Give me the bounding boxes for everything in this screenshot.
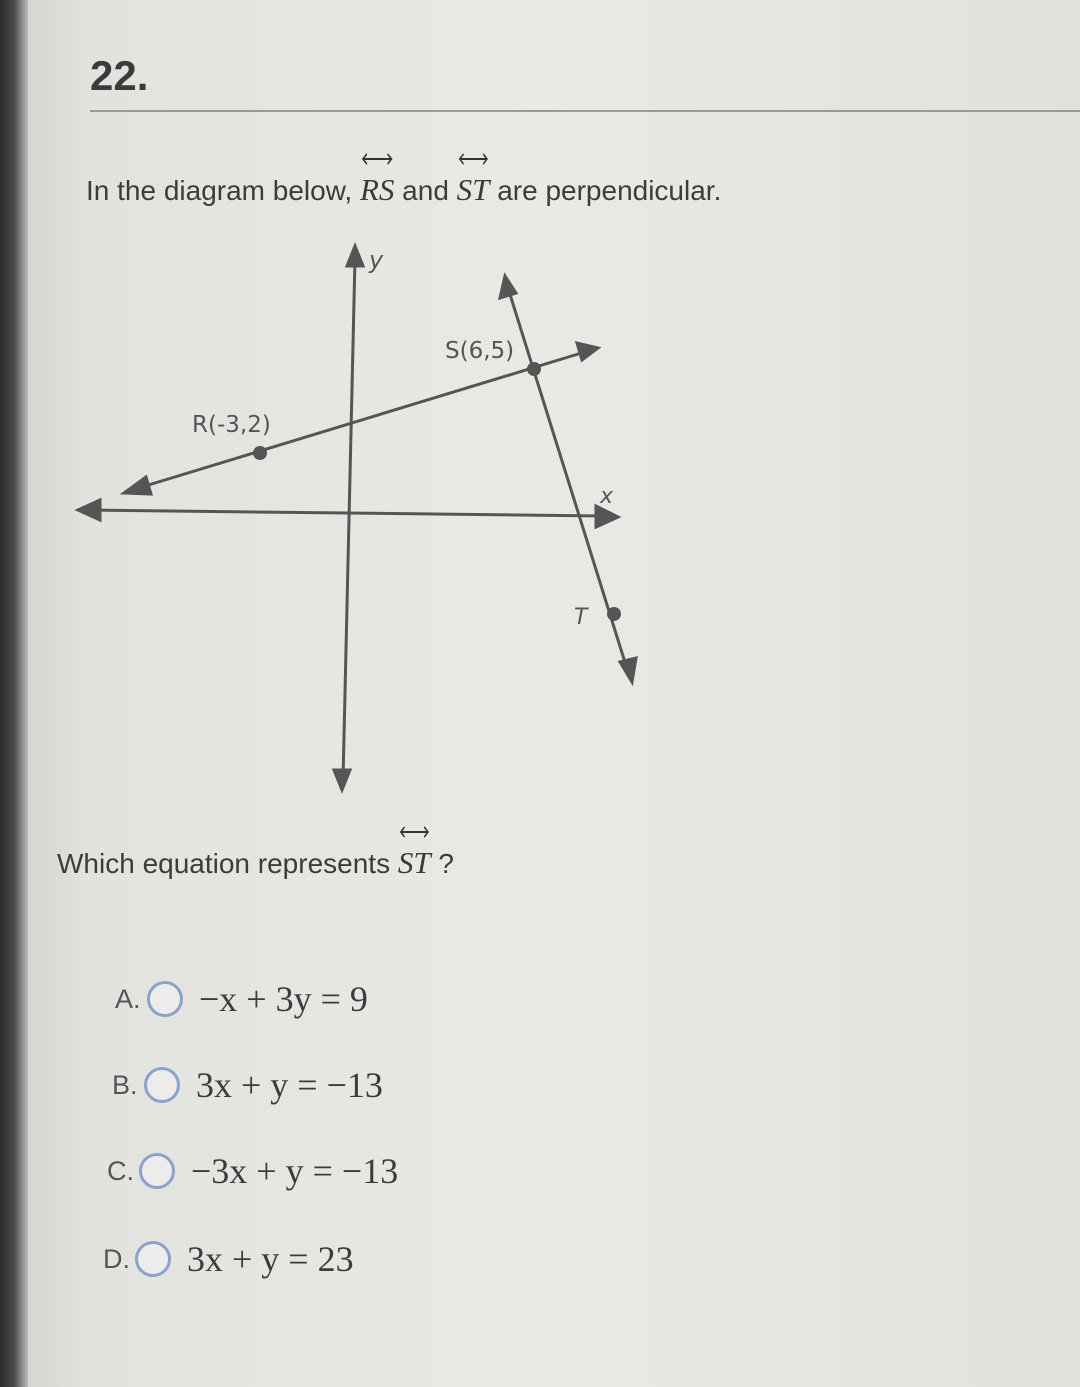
x-axis-arrow-left bbox=[78, 500, 100, 520]
radio-button[interactable] bbox=[147, 981, 183, 1017]
line-rs-arrow-left bbox=[124, 477, 151, 494]
point-r-label: R(-3,2) bbox=[192, 412, 271, 438]
choice-equation: 3x + y = −13 bbox=[196, 1065, 383, 1105]
radio-button[interactable] bbox=[139, 1153, 175, 1189]
radio-button[interactable] bbox=[144, 1067, 180, 1103]
x-axis-label: x bbox=[600, 484, 614, 509]
choice-letter: A. bbox=[115, 983, 141, 1014]
choice-letter: B. bbox=[112, 1069, 138, 1100]
point-s-label: S(6,5) bbox=[445, 338, 515, 364]
choice-equation: 3x + y = 23 bbox=[187, 1239, 354, 1279]
x-axis bbox=[86, 510, 604, 516]
point-t-label: T bbox=[574, 605, 588, 630]
y-axis-arrow-up bbox=[347, 246, 363, 266]
prompt-text-before: Which equation represents bbox=[57, 848, 391, 879]
y-axis-arrow-down bbox=[334, 770, 350, 790]
y-axis-label: y bbox=[369, 246, 384, 274]
question-prompt bbox=[57, 845, 454, 881]
choice-letter: C. bbox=[107, 1155, 134, 1186]
question-number: 22. bbox=[90, 52, 149, 99]
line-st-label: ST bbox=[457, 172, 490, 208]
intro-text-before: In the diagram below, bbox=[86, 175, 353, 206]
prompt-line-st-label: ST bbox=[398, 845, 431, 881]
x-axis-arrow-right bbox=[596, 506, 618, 527]
line-rs-label: RS bbox=[360, 172, 394, 208]
intro-text-and: and bbox=[402, 175, 449, 206]
line-st-arrow-up bbox=[500, 276, 516, 298]
choice-letter: D. bbox=[103, 1243, 130, 1274]
choice-equation: −3x + y = −13 bbox=[191, 1151, 399, 1191]
choice-b[interactable] bbox=[112, 1060, 383, 1110]
line-st-arrow-down bbox=[620, 658, 636, 682]
double-arrow-icon bbox=[398, 825, 431, 839]
line-rs-arrow-right bbox=[577, 343, 598, 360]
prompt-text-after: ? bbox=[438, 848, 454, 879]
choice-c[interactable] bbox=[107, 1146, 398, 1196]
point-r bbox=[253, 446, 267, 460]
point-t bbox=[607, 607, 621, 621]
radio-button[interactable] bbox=[135, 1241, 171, 1277]
point-s bbox=[527, 362, 541, 376]
choice-a[interactable] bbox=[115, 974, 368, 1024]
choice-d[interactable] bbox=[103, 1234, 354, 1284]
choice-equation: −x + 3y = 9 bbox=[199, 979, 368, 1019]
intro-text-after: are perpendicular. bbox=[497, 175, 722, 206]
y-axis bbox=[343, 258, 355, 780]
